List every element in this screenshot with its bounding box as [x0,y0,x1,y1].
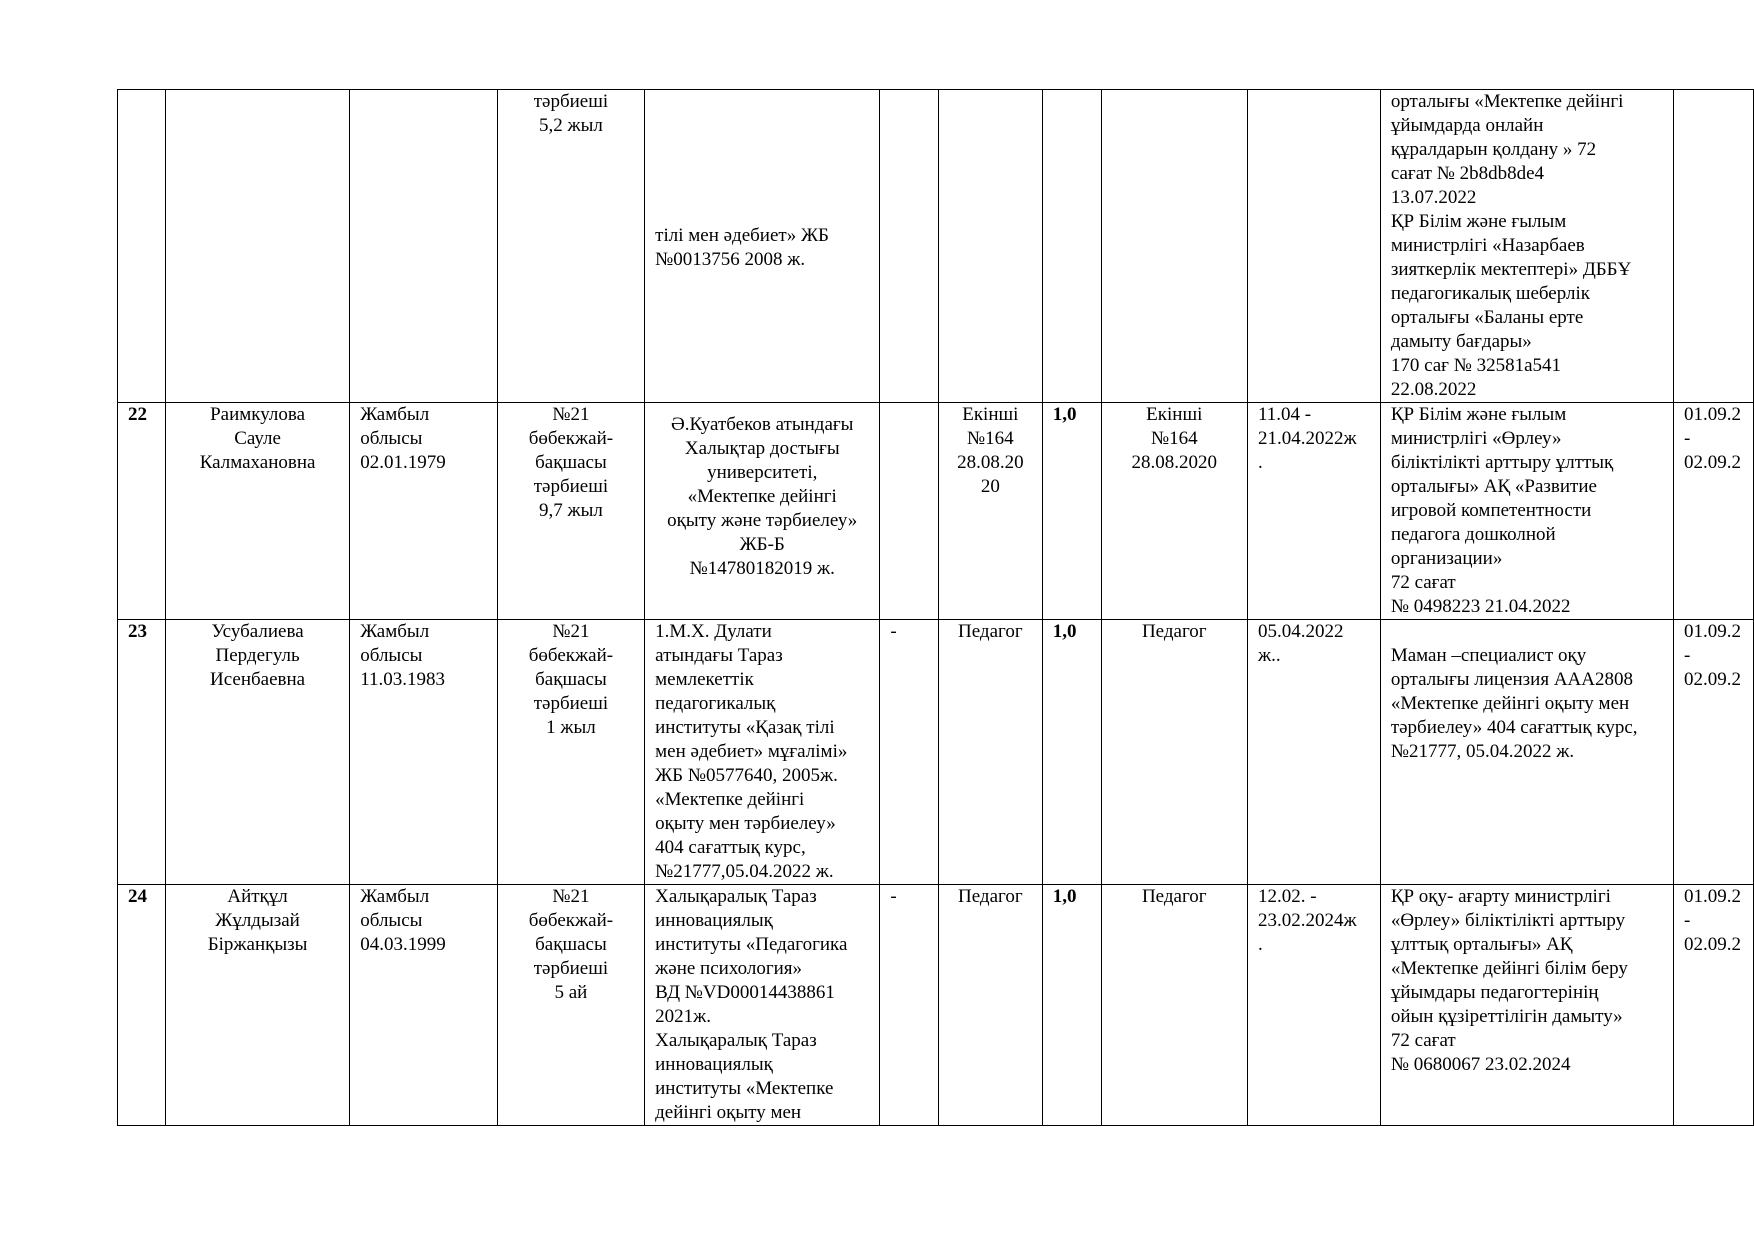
cell-work: тәрбиеші 5,2 жыл [497,90,644,403]
cell-category: Екінші №164 28.08.20 20 [938,403,1042,620]
cell-rate: 1,0 [1042,403,1101,620]
cell-col6 [880,403,939,620]
cell-birth: Жамбыл облысы 11.03.1983 [350,620,497,885]
education-text: Ә.Куатбеков атындағы Халықтар достығы университеті, «Мектепке дейінгі оқыту және тәрбиелеу» ЖБ-Б №14780182019 ж. [667,414,858,579]
cell-category2 [1101,90,1247,403]
cell-col6: - [880,885,939,1126]
cell-work: №21 бөбекжай- бақшасы тәрбиеші 5 ай [497,885,644,1126]
cell-rate [1042,90,1101,403]
cell-col6: - [880,620,939,885]
cell-last: 01.09.2 - 02.09.2 [1673,620,1753,885]
cell-birth: Жамбыл облысы 02.01.1979 [350,403,497,620]
cell-category2: Педагог [1101,885,1247,1126]
cell-name [165,90,349,403]
cell-course-dates: 05.04.2022 ж.. [1248,620,1381,885]
table-row-continued [118,90,1754,403]
cell-last: 01.09.2 - 02.09.2 [1673,885,1753,1126]
cell-birth: Жамбыл облысы 04.03.1999 [350,885,497,1126]
cell-courses: ҚР оқу- ағарту министрлігі «Өрлеу» біліктілікті арттыру ұлттық орталығы» АҚ «Мектепке дейінгі білім беру ұйымдары педагогтерінің ойын құзіреттілігін дамыту» 72 сағат № 0680067 23.02.2024 [1380,885,1673,1126]
cell-category: Педагог [938,620,1042,885]
cell-name: Раимкулова Сауле Калмахановна [165,403,349,620]
cell-name: Айтқұл Жұлдызай Біржанқызы [165,885,349,1126]
cell-last: 01.09.2 - 02.09.2 [1673,403,1753,620]
cell-num: 24 [118,885,166,1126]
cell-category [938,90,1042,403]
courses-text: Маман –специалист оқу орталығы лицензия ААА2808 «Мектепке дейінгі оқыту мен тәрбиелеу» 404 сағаттық курс, №21777, 05.04.2022 ж. [1390,645,1638,762]
staff-table [117,89,1754,1126]
cell-courses: орталығы «Мектепке дейінгі ұйымдарда онлайн құралдарын қолдану » 72 сағат № 2b8db8de4 13.07.2022 ҚР Білім және ғылым министрлігі «Назарбаев зияткерлік мектептері» ДББҰ педагогикалық шеберлік орталығы «Баланы ерте дамыту бағдары» 170 сағ № 32581а541 22.08.2022 [1380,90,1673,403]
cell-last [1673,90,1753,403]
cell-education: 1.М.Х. Дулати атындағы Тараз мемлекеттік педагогикалық институты «Қазақ тілі мен әдебиет» мұғалімі» ЖБ №0577640, 2005ж. «Мектепке дейінгі оқыту мен тәрбиелеу» 404 сағаттық курс, №21777,05.04.2022 ж. [645,620,880,885]
table-row [118,885,1754,1126]
cell-category2: Педагог [1101,620,1247,885]
cell-course-dates: 11.04 - 21.04.2022ж . [1248,403,1381,620]
cell-category2: Екінші №164 28.08.2020 [1101,403,1247,620]
cell-num: 22 [118,403,166,620]
education-text: тілі мен әдебиет» ЖБ №0013756 2008 ж. [655,225,829,270]
cell-num [118,90,166,403]
cell-course-dates [1248,90,1381,403]
cell-courses [1380,620,1673,885]
cell-work: №21 бөбекжай- бақшасы тәрбиеші 9,7 жыл [497,403,644,620]
table-row [118,620,1754,885]
cell-num: 23 [118,620,166,885]
cell-education: Халықаралық Тараз инновациялық институты «Педагогика және психология» ВД №VD00014438861 2021ж. Халықаралық Тараз инновациялық институты «Мектепке дейінгі оқыту мен [645,885,880,1126]
cell-work: №21 бөбекжай- бақшасы тәрбиеші 1 жыл [497,620,644,885]
cell-courses: ҚР Білім және ғылым министрлігі «Өрлеу» біліктілікті арттыру ұлттық орталығы» АҚ «Развитие игровой компетентности педагога дошколной организации» 72 сағат № 0498223 21.04.2022 [1380,403,1673,620]
cell-education [645,90,880,403]
cell-rate: 1,0 [1042,620,1101,885]
table-row [118,403,1754,620]
cell-rate: 1,0 [1042,885,1101,1126]
cell-education [645,403,880,620]
cell-category: Педагог [938,885,1042,1126]
cell-col6 [880,90,939,403]
cell-course-dates: 12.02. - 23.02.2024ж . [1248,885,1381,1126]
cell-name: Усубалиева Пердегуль Исенбаевна [165,620,349,885]
cell-birth [350,90,497,403]
